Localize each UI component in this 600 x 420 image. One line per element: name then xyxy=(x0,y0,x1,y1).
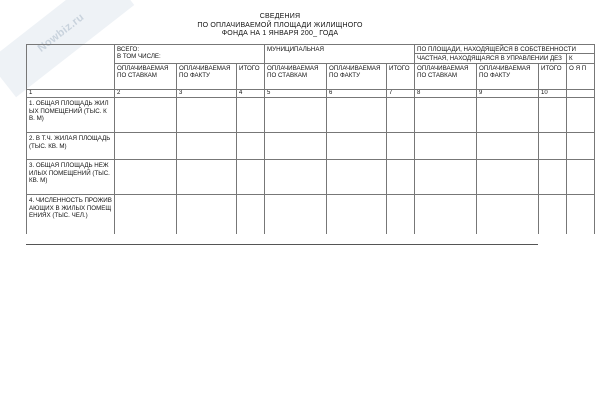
group-municipal-header: МУНИЦИПАЛЬНАЯ xyxy=(265,45,415,64)
column-number: 3 xyxy=(177,89,237,97)
value-cell[interactable] xyxy=(387,195,415,234)
header-row-1 xyxy=(27,45,595,54)
value-cell[interactable] xyxy=(539,160,567,195)
row-label-header xyxy=(27,45,115,90)
value-cell[interactable] xyxy=(477,195,539,234)
row-label: 4. ЧИСЛЕННОСТЬ ПРОЖИВАЮЩИХ В ЖИЛЫХ ПОМЕЩЕНИЯХ (ТЫС. ЧЕЛ.) xyxy=(27,195,115,234)
value-cell[interactable] xyxy=(177,160,237,195)
value-cell[interactable] xyxy=(415,98,477,133)
column-number: 10 xyxy=(539,89,567,97)
col-header-rate: ОПЛАЧИВАЕМАЯ ПО СТАВКАМ xyxy=(265,63,327,89)
value-cell[interactable] xyxy=(327,195,387,234)
value-cell[interactable] xyxy=(265,98,327,133)
column-number: 6 xyxy=(327,89,387,97)
col-header-total: ИТОГО xyxy=(539,63,567,89)
col-header-total: ИТОГО xyxy=(237,63,265,89)
value-cell[interactable] xyxy=(327,98,387,133)
row-label: 2. В Т.Ч. ЖИЛАЯ ПЛОЩАДЬ (ТЫС. КВ. М) xyxy=(27,133,115,160)
column-number xyxy=(567,89,595,97)
column-number: 8 xyxy=(415,89,477,97)
col-header-rate: ОПЛАЧИВАЕМАЯ ПО СТАВКАМ xyxy=(415,63,477,89)
column-number: 1 xyxy=(27,89,115,97)
col-header-fact: ОПЛАЧИВАЕМАЯ ПО ФАКТУ xyxy=(177,63,237,89)
column-number: 5 xyxy=(265,89,327,97)
value-cell[interactable] xyxy=(567,195,595,234)
value-cell[interactable] xyxy=(265,160,327,195)
value-cell[interactable] xyxy=(477,133,539,160)
value-cell[interactable] xyxy=(567,133,595,160)
column-number: 9 xyxy=(477,89,539,97)
value-cell[interactable] xyxy=(415,160,477,195)
value-cell[interactable] xyxy=(237,195,265,234)
col-header-fact: ОПЛАЧИВАЕМАЯ ПО ФАКТУ xyxy=(327,63,387,89)
subgroup-next-header: К xyxy=(567,54,595,63)
value-cell[interactable] xyxy=(265,133,327,160)
housing-area-table xyxy=(26,44,595,234)
value-cell[interactable] xyxy=(387,160,415,195)
table-row xyxy=(27,133,595,160)
col-header-rate: ОПЛАЧИВАЕМАЯ ПО СТАВКАМ xyxy=(115,63,177,89)
value-cell[interactable] xyxy=(115,133,177,160)
value-cell[interactable] xyxy=(539,133,567,160)
value-cell[interactable] xyxy=(115,195,177,234)
value-cell[interactable] xyxy=(539,98,567,133)
table-row xyxy=(27,195,595,234)
heading-line-2: ПО ОПЛАЧИВАЕМОЙ ПЛОЩАДИ ЖИЛИЩНОГО xyxy=(197,21,363,29)
value-cell[interactable] xyxy=(265,195,327,234)
column-number: 4 xyxy=(237,89,265,97)
column-number: 7 xyxy=(387,89,415,97)
value-cell[interactable] xyxy=(237,160,265,195)
heading-line-3: ФОНДА НА 1 ЯНВАРЯ 200_ ГОДА xyxy=(221,30,339,37)
value-cell[interactable] xyxy=(237,133,265,160)
column-number-row xyxy=(27,89,595,97)
col-header-fact: ОПЛАЧИВАЕМАЯ ПО ФАКТУ xyxy=(477,63,539,89)
document-heading xyxy=(100,13,460,39)
group-total-header: ВСЕГО: В ТОМ ЧИСЛЕ: xyxy=(115,45,265,64)
value-cell[interactable] xyxy=(177,133,237,160)
subgroup-private-header: ЧАСТНАЯ, НАХОДЯЩАЯСЯ В УПРАВЛЕНИИ ДЕЗ xyxy=(415,54,567,63)
heading-line-1: СВЕДЕНИЯ xyxy=(259,13,301,20)
value-cell[interactable] xyxy=(177,98,237,133)
table-row xyxy=(27,160,595,195)
value-cell[interactable] xyxy=(415,133,477,160)
value-cell[interactable] xyxy=(567,98,595,133)
row-label: 3. ОБЩАЯ ПЛОЩАДЬ НЕЖИЛЫХ ПОМЕЩЕНИЙ (ТЫС. КВ. М) xyxy=(27,160,115,195)
value-cell[interactable] xyxy=(327,133,387,160)
group-ownership-header: ПО ПЛОЩАДИ, НАХОДЯЩЕЙСЯ В СОБСТВЕННОСТИ xyxy=(415,45,595,54)
column-number: 2 xyxy=(115,89,177,97)
table-row xyxy=(27,98,595,133)
value-cell[interactable] xyxy=(115,160,177,195)
value-cell[interactable] xyxy=(567,160,595,195)
col-header-cut: О Я П xyxy=(567,63,595,89)
value-cell[interactable] xyxy=(477,160,539,195)
col-header-total: ИТОГО xyxy=(387,63,415,89)
form-table-wrapper xyxy=(26,44,600,234)
value-cell[interactable] xyxy=(327,160,387,195)
value-cell[interactable] xyxy=(387,133,415,160)
value-cell[interactable] xyxy=(415,195,477,234)
watermark: Nowbiz.ru xyxy=(0,0,134,97)
value-cell[interactable] xyxy=(115,98,177,133)
value-cell[interactable] xyxy=(477,98,539,133)
value-cell[interactable] xyxy=(237,98,265,133)
signature-line xyxy=(26,244,538,245)
value-cell[interactable] xyxy=(539,195,567,234)
value-cell[interactable] xyxy=(387,98,415,133)
value-cell[interactable] xyxy=(177,195,237,234)
row-label: 1. ОБЩАЯ ПЛОЩАДЬ ЖИЛЫХ ПОМЕЩЕНИЙ (ТЫС. КВ. М) xyxy=(27,98,115,133)
